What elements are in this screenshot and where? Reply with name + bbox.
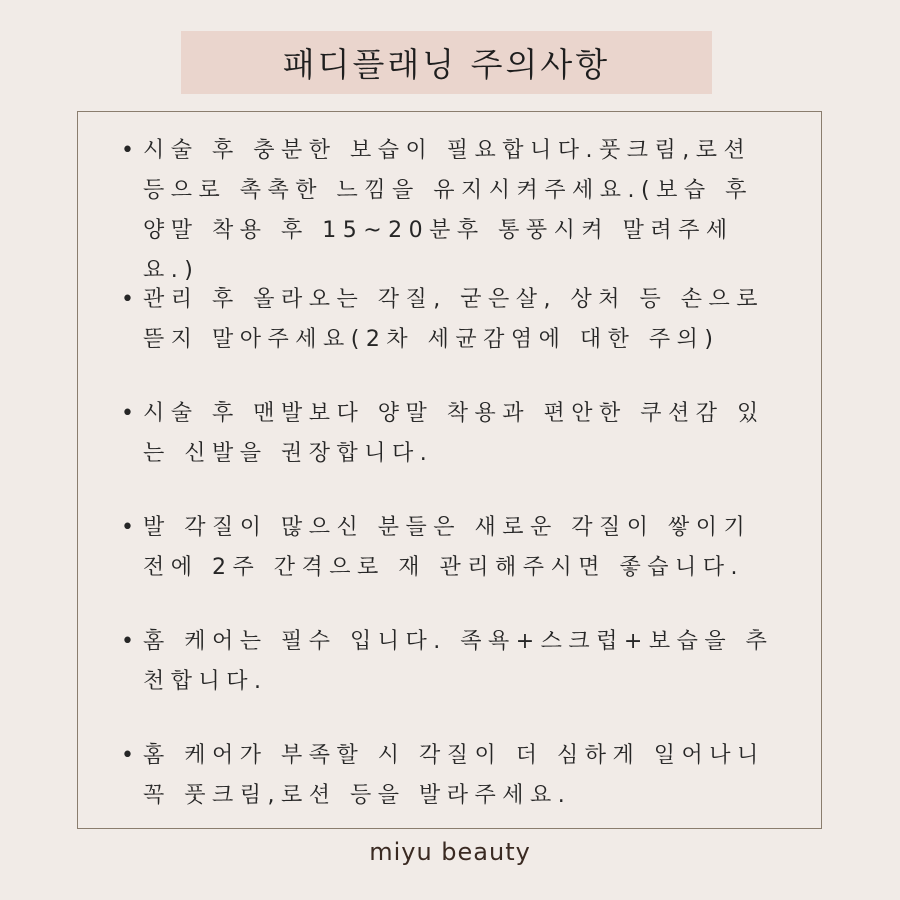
bullet-icon: • <box>121 629 141 654</box>
notice-item-text: 관리 후 올라오는 각질, 굳은살, 상처 등 손으로 뜯지 말아주세요(2차 세균감염에 대한 주의) <box>143 287 764 352</box>
bullet-icon: • <box>121 138 141 163</box>
title-banner <box>181 31 712 94</box>
bullet-icon: • <box>121 287 141 312</box>
bullet-icon: • <box>121 401 141 426</box>
notice-item <box>121 131 786 291</box>
notice-item <box>121 280 786 360</box>
notice-panel <box>77 111 822 829</box>
notice-item-text: 발 각질이 많으신 분들은 새로운 각질이 쌓이기 전에 2주 간격으로 재 관리해주시면 좋습니다. <box>143 515 752 580</box>
notice-item-text: 시술 후 맨발보다 양말 착용과 편안한 쿠션감 있는 신발을 권장합니다. <box>143 401 765 466</box>
notice-item <box>121 508 786 588</box>
bullet-icon: • <box>121 743 141 768</box>
notice-item <box>121 622 786 702</box>
notice-item <box>121 394 786 474</box>
brand-footer: miyu beauty <box>369 838 531 866</box>
bullet-icon: • <box>121 515 141 540</box>
notice-item-text: 홈 케어는 필수 입니다. 족욕+스크럽+보습을 추천합니다. <box>143 629 774 694</box>
notice-item <box>121 736 786 816</box>
notice-item-text: 홈 케어가 부족할 시 각질이 더 심하게 일어나니 꼭 풋크림,로션 등을 발라주세요. <box>143 743 765 808</box>
notice-item-text: 시술 후 충분한 보습이 필요합니다.풋크림,로션 등으로 촉촉한 느낌을 유지시켜주세요.(보습 후 양말 착용 후 15~20분후 통풍시켜 말려주세요.) <box>143 138 753 283</box>
page-title: 패디플래닝 주의사항 <box>282 45 611 84</box>
